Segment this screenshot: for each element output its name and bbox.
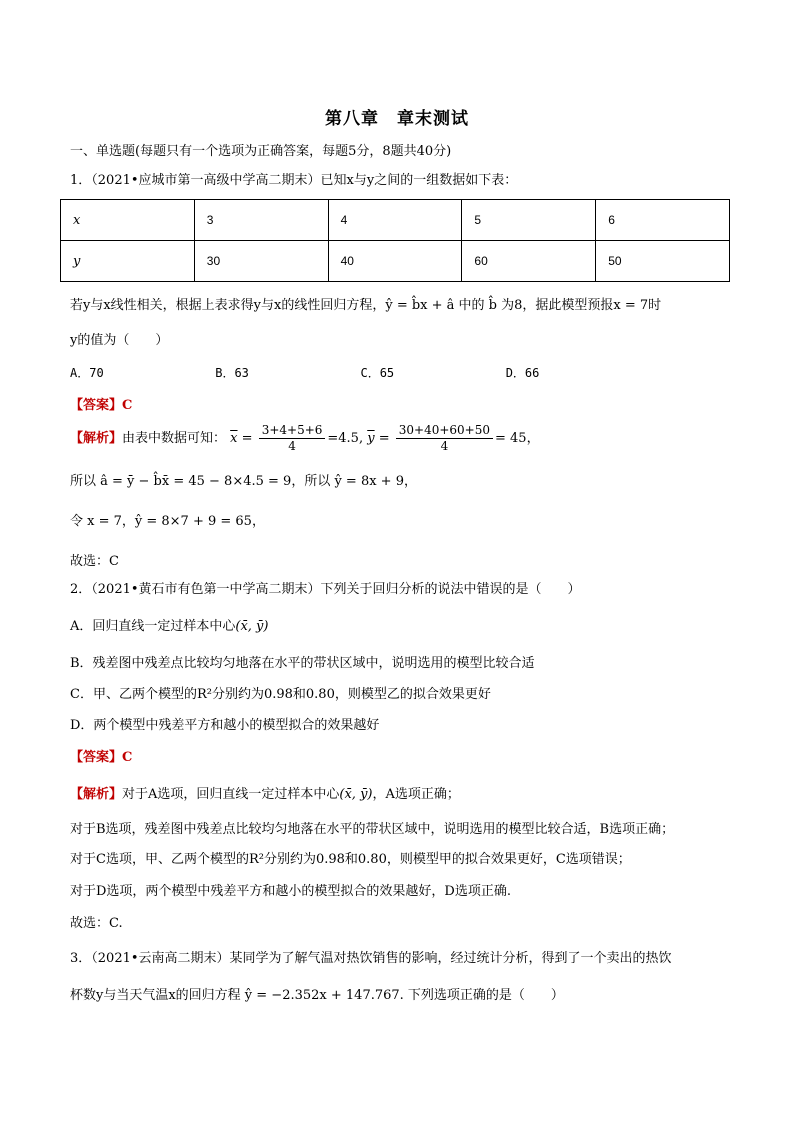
center-point: (x̄, ȳ) (235, 619, 269, 634)
q2-option-c: C．甲、乙两个模型的R²分别约为0.98和0.80，则模型乙的拟合效果更好 (70, 687, 491, 702)
answer-value: C (122, 750, 133, 765)
analysis-intro: 由表中数据可知： (122, 431, 227, 446)
q1-analysis-line1: 【解析】由表中数据可知： $\overline{x}$ = $\frac{3+4+5+6}{4}$ =4.5, $\overline{y}$ = $\frac{30+40+60+50}{4}$ = 45， (70, 423, 540, 453)
q1-stem: 1．（2021•应城市第一高级中学高二期末）已知x与y之间的一组数据如下表： (70, 173, 518, 188)
table-cell-label: x (61, 200, 195, 241)
ybar-denominator: 4 (440, 439, 449, 453)
q2-analysis-line1 (70, 786, 460, 804)
table-cell: 4 (328, 200, 462, 241)
table-cell-label: y (61, 241, 195, 282)
q2-answer (70, 749, 132, 767)
q2-option-d: D．两个模型中残差平方和越小的模型拟合的效果越好 (70, 718, 380, 733)
q2-option-b: B．残差图中残差点比较均匀地落在水平的带状区域中，说明选用的模型比较合适 (70, 656, 535, 671)
q2-analysis-line3: 对于C选项，甲、乙两个模型的R²分别约为0.98和0.80，则模型甲的拟合效果更好，C选项错误； (70, 852, 631, 867)
xbar-numerator: 3+4+5+6 (259, 423, 326, 439)
table-cell: 60 (462, 241, 596, 282)
xbar-fraction (259, 423, 326, 454)
q3-line2: 杯数y与当天气温x的回归方程 ŷ = −2.352x + 147.767. 下列选项正确的是（ ） (70, 988, 564, 1003)
q1-options (70, 364, 644, 382)
answer-value: C (122, 398, 133, 413)
table-cell: 5 (462, 200, 596, 241)
q1-option-b: B．63 (215, 366, 249, 380)
xbar-symbol: $\overline{x}$ (230, 431, 238, 446)
q1-option-a: A．70 (70, 366, 104, 380)
analysis-tag: 【解析】 (70, 431, 123, 446)
table-cell: 40 (328, 241, 462, 282)
table-cell: 6 (596, 200, 730, 241)
q1-option-d: D．66 (505, 366, 540, 380)
table-row (61, 241, 730, 282)
analysis-tag: 【解析】 (70, 787, 123, 802)
q1-line3: y的值为（ ） (70, 333, 169, 348)
q2-analysis-line4: 对于D选项，两个模型中残差平方和越小的模型拟合的效果越好，D选项正确. (70, 884, 511, 899)
q1-analysis-line2: 所以 â = ȳ − b̂x̄ = 45 − 8×4.5 = 9，所以 ŷ = 8x + 9， (70, 474, 417, 489)
q1-conclusion: 故选：C (70, 554, 119, 569)
q2-analysis-line2: 对于B选项，残差图中残差点比较均匀地落在水平的带状区域中，说明选用的模型比较合适，B选项正确； (70, 822, 675, 837)
analysis-a: 对于A选项，回归直线一定过样本中心 (122, 787, 340, 802)
answer-tag: 【答案】 (70, 398, 123, 413)
q2-conclusion: 故选：C. (70, 916, 123, 931)
ybar-fraction (396, 423, 493, 454)
q2-option-a (70, 618, 268, 636)
q1-data-table (60, 199, 730, 282)
analysis-a-end: ，A选项正确； (372, 787, 460, 802)
xbar-denominator: 4 (288, 439, 296, 453)
center-point: (x̄, ȳ) (339, 787, 373, 802)
section-heading: 一、单选题(每题只有一个选项为正确答案，每题5分，8题共40分) (70, 144, 452, 159)
q1-option-c: C．65 (360, 366, 395, 380)
q1-line2: 若y与x线性相关，根据上表求得y与x的线性回归方程，ŷ = b̂x + â 中的 b̂ 为8，据此模型预报x = 7时 (70, 298, 662, 313)
answer-tag: 【答案】 (70, 750, 123, 765)
table-cell: 3 (194, 200, 328, 241)
q2-option-a-text: A．回归直线一定过样本中心 (70, 619, 236, 634)
xbar-value: =4.5, (327, 431, 364, 446)
q2-stem: 2．（2021•黄石市有色第一中学高二期末）下列关于回归分析的说法中错误的是（ ） (70, 582, 581, 597)
q1-answer (70, 397, 132, 415)
ybar-value: = 45， (495, 431, 540, 446)
ybar-numerator: 30+40+60+50 (396, 423, 493, 439)
page-title: 第八章 章末测试 (325, 109, 469, 129)
q1-analysis-line3: 令 x = 7，ŷ = 8×7 + 9 = 65， (70, 514, 265, 529)
q3-stem: 3．（2021•云南高二期末）某同学为了解气温对热饮销售的影响，经过统计分析，得到了一个卖出的热饮 (70, 951, 672, 966)
table-cell: 50 (596, 241, 730, 282)
table-cell: 30 (194, 241, 328, 282)
table-row (61, 200, 730, 241)
ybar-symbol: $\overline{y}$ (367, 431, 375, 446)
